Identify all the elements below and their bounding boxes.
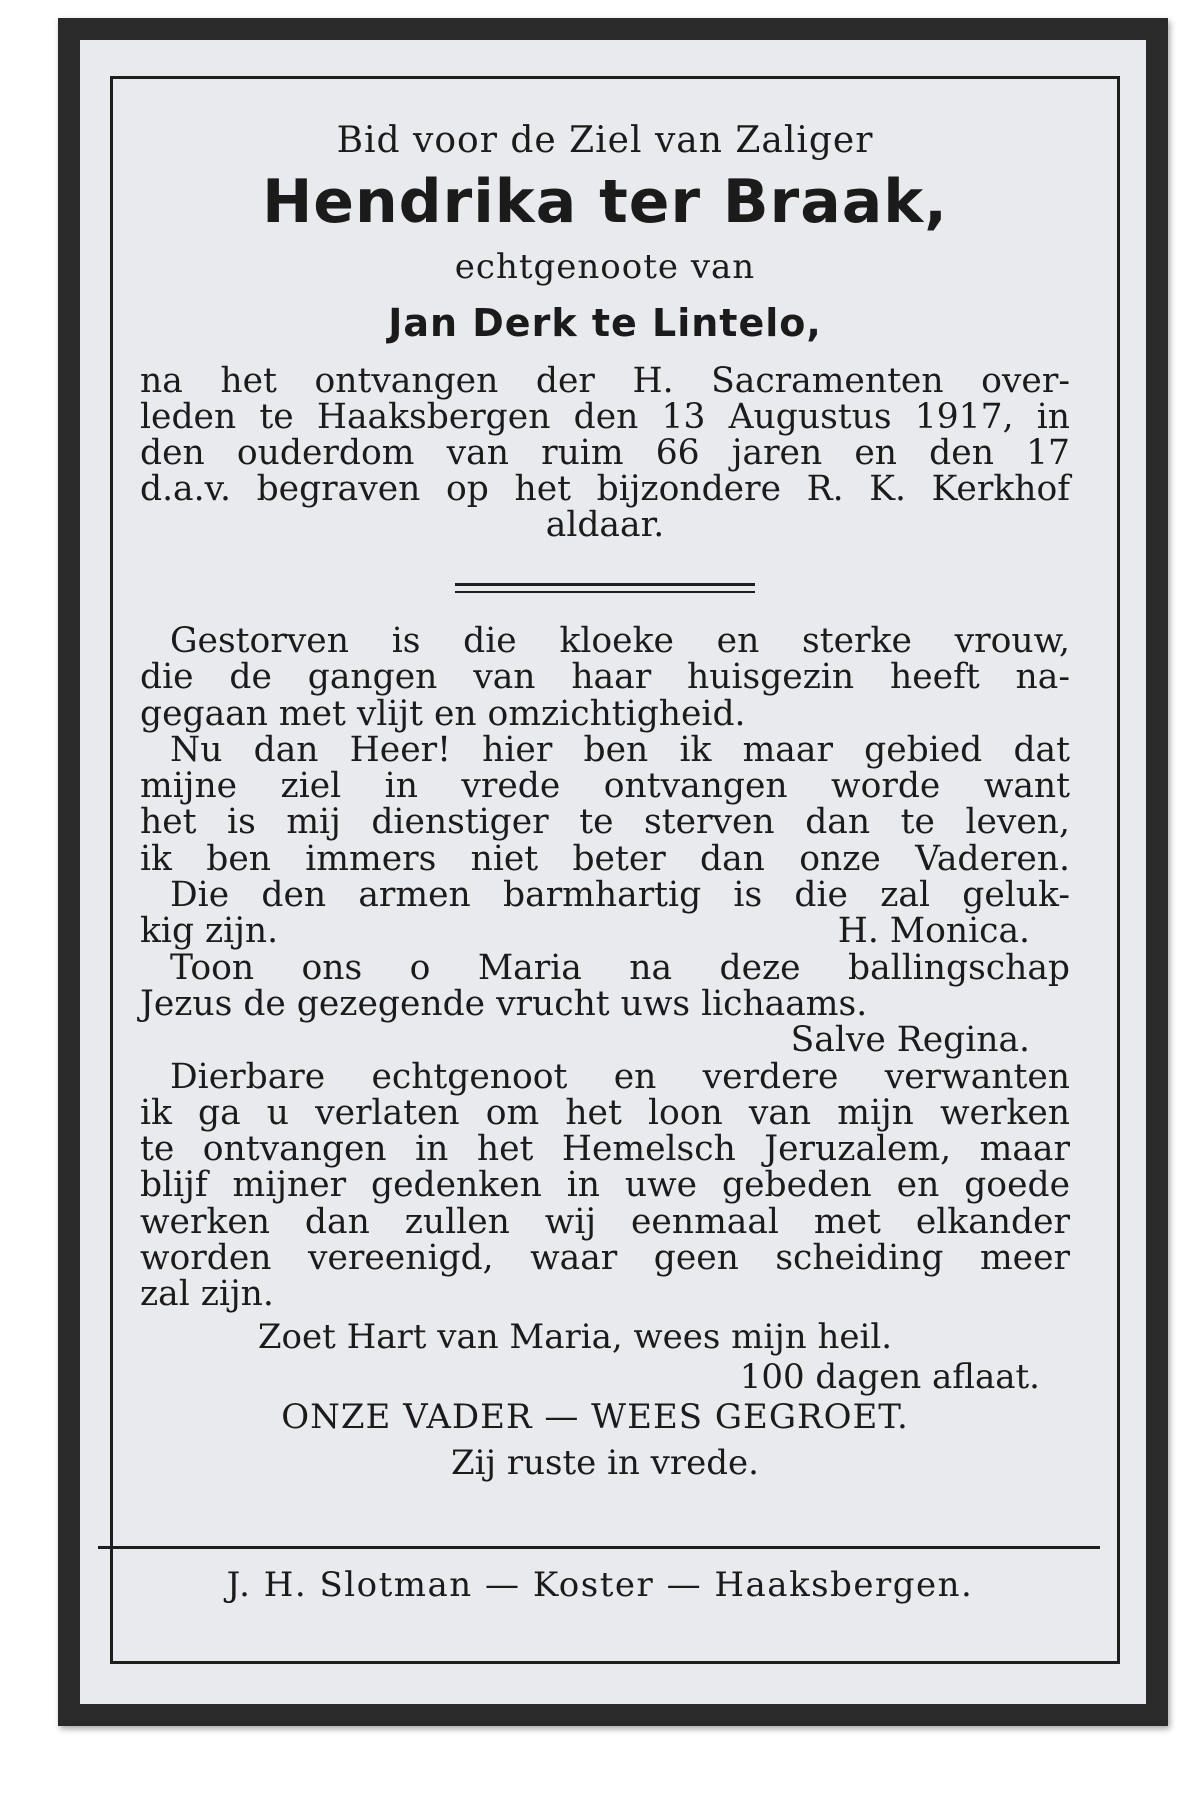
verse-line: het is mij dienstiger te sterven dan te leven,: [140, 802, 1070, 843]
verse-line: kig zijn.: [140, 911, 279, 952]
death-notice-line: d.a.v. begraven op het bijzondere R. K. Kerkhof: [140, 469, 1070, 509]
verse-line: Nu dan Heer! hier ben ik maar gebied dat: [170, 729, 1070, 770]
verse-line: mijne ziel in vrede ontvangen worde want: [140, 766, 1070, 807]
death-notice-line: leden te Haaksbergen den 13 Augustus 1917, in: [140, 397, 1070, 437]
verse-line: Gestorven is die kloeke en sterke vrouw,: [170, 621, 1070, 661]
verse-line: Jezus de gezegende vrucht uws lichaams.: [140, 983, 868, 1024]
verse-line: die de gangen van haar huisgezin heeft na-: [140, 657, 1070, 698]
verse-line: Die den armen barmhartig is die zal geluk-: [170, 875, 1070, 916]
verse-attribution-row: [140, 911, 1070, 952]
verse-line: zal zijn.: [140, 1274, 274, 1315]
verse-line: ik ga u verlaten om het loon van mijn werken: [140, 1092, 1070, 1133]
closing: [140, 1317, 1070, 1483]
verse-line: Toon ons o Maria na deze ballingschap: [170, 947, 1070, 988]
card-content: [140, 120, 1070, 1483]
verse-line: blijf mijner gedenken in uwe gebeden en goede: [140, 1165, 1070, 1206]
spouse-name: Jan Derk te Lintelo,: [388, 301, 822, 345]
prayers-named: ONZE VADER — WEES GEGROET.: [281, 1396, 909, 1437]
indulgence: 100 dagen aflaat.: [739, 1356, 1040, 1397]
closing-prayer: Zoet Hart van Maria, wees mijn heil.: [257, 1316, 893, 1357]
death-notice-line: na het ontvangen der H. Sacramenten over-: [140, 361, 1070, 401]
deceased-name: Hendrika ter Braak,: [262, 167, 948, 237]
spouse-intro: echtgenoote van: [454, 247, 756, 287]
prayer-intro: Bid voor de Ziel van Zaliger: [336, 120, 874, 161]
death-notice-line: aldaar.: [545, 505, 665, 545]
verse-line: gegaan met vlijt en omzichtigheid.: [140, 693, 746, 734]
death-notice-line: den ouderdom van ruim 66 jaren en den 17: [140, 433, 1070, 473]
ornamental-divider: [455, 583, 755, 593]
verse-attribution: H. Monica.: [837, 911, 1030, 952]
verse-attribution: Salve Regina.: [790, 1020, 1030, 1061]
verses: [140, 623, 1070, 1313]
verse-line: Dierbare echtgenoot en verdere verwanten: [170, 1056, 1070, 1097]
footer-rule: [98, 1546, 1100, 1549]
verse-line: werken dan zullen wij eenmaal met elkander: [140, 1201, 1070, 1242]
death-notice: [140, 363, 1070, 543]
verse-line: ik ben immers niet beter dan onze Vaderen.: [140, 838, 1070, 879]
printer-credit: J. H. Slotman — Koster — Haaksbergen.: [226, 1565, 974, 1605]
verse-line: worden vereenigd, waar geen scheiding meer: [140, 1238, 1070, 1279]
verse-line: te ontvangen in het Hemelsch Jeruzalem, maar: [140, 1129, 1070, 1170]
rest-in-peace: Zij ruste in vrede.: [451, 1442, 759, 1483]
